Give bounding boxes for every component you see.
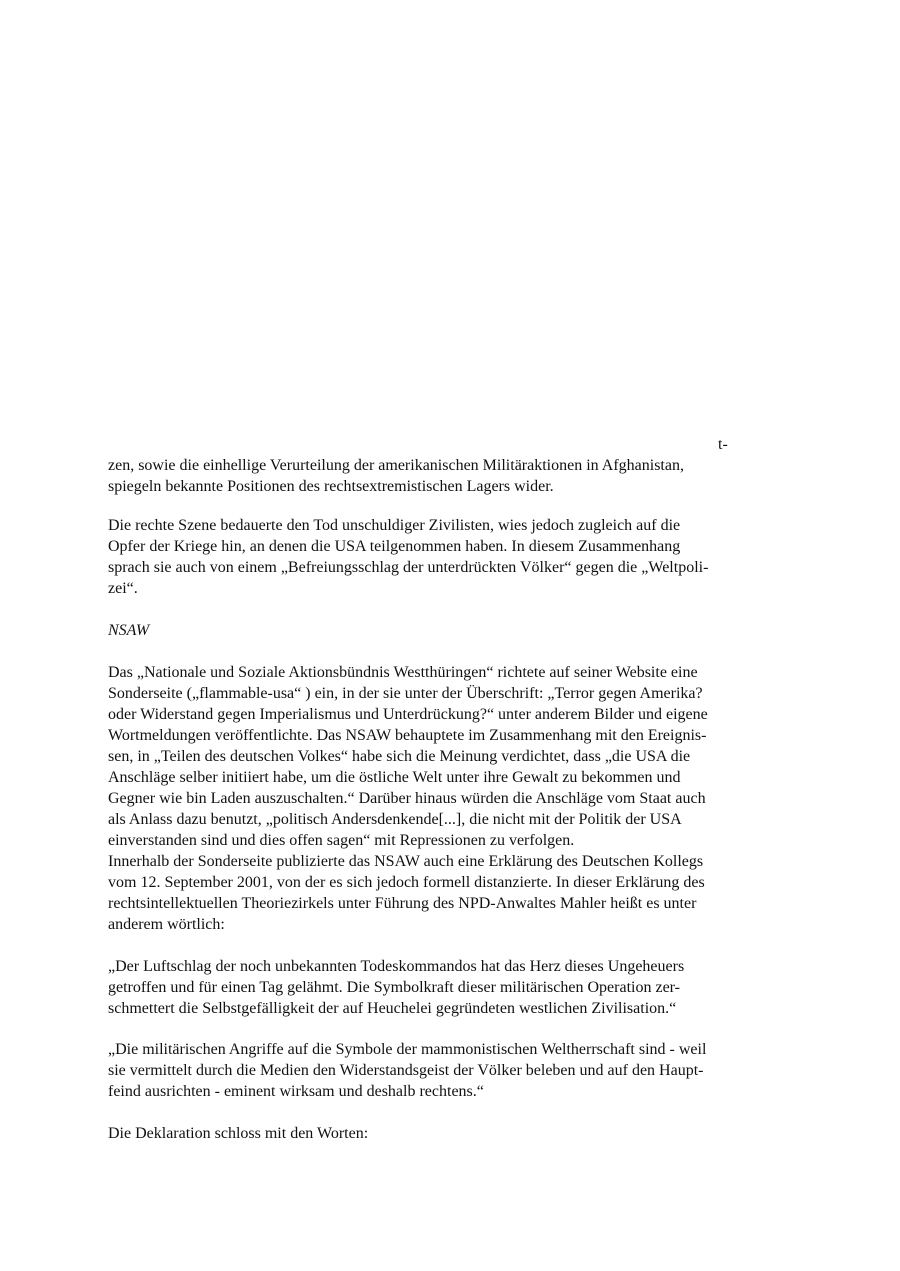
text-line: schmettert die Selbstgefälligkeit der auf Heuchelei gegründeten westlichen Zivilisation.“ xyxy=(108,1000,677,1017)
text-line: Die rechte Szene bedauerte den Tod unschuldiger Zivilisten, wies jedoch zugleich auf die xyxy=(108,517,681,534)
text-line: getroffen und für einen Tag gelähmt. Die Symbolkraft dieser militärischen Operation zer- xyxy=(108,979,680,996)
text-line: einverstanden sind und dies offen sagen“ mit Repressionen zu verfolgen. xyxy=(108,832,575,849)
text-line: Wortmeldungen veröffentlichte. Das NSAW behauptete im Zusammenhang mit den Ereignis- xyxy=(108,727,707,744)
text-line: sprach sie auch von einem „Befreiungsschlag der unterdrückten Völker“ gegen die „Weltpoli- xyxy=(108,559,709,576)
text-line: zen, sowie die einhellige Verurteilung der amerikanischen Militäraktionen in Afghanistan, xyxy=(108,457,684,474)
hyphen-fragment: t- xyxy=(718,436,728,453)
text-line: Innerhalb der Sonderseite publizierte das NSAW auch eine Erklärung des Deutschen Kollegs xyxy=(108,853,704,870)
text-line: Sonderseite („flammable-usa“ ) ein, in der sie unter der Überschrift: „Terror gegen Amerika? xyxy=(108,685,703,702)
section-heading: NSAW xyxy=(108,622,150,639)
text-line: „Die militärischen Angriffe auf die Symbole der mammonistischen Weltherrschaft sind - weil xyxy=(108,1041,707,1058)
text-line: als Anlass dazu benutzt, „politisch Andersdenkende[...], die nicht mit der Politik der USA xyxy=(108,811,682,828)
text-line: vom 12. September 2001, von der es sich jedoch formell distanzierte. In dieser Erklärung des xyxy=(108,874,705,891)
text-line: spiegeln bekannte Positionen des rechtsextremistischen Lagers wider. xyxy=(108,478,554,495)
text-line: sen, in „Teilen des deutschen Volkes“ habe sich die Meinung verdichtet, dass „die USA die xyxy=(108,748,691,765)
text-line: rechtsintellektuellen Theoriezirkels unter Führung des NPD-Anwaltes Mahler heißt es unter xyxy=(108,895,697,912)
closing-line: Die Deklaration schloss mit den Worten: xyxy=(108,1125,369,1142)
text-line: feind ausrichten - eminent wirksam und deshalb rechtens.“ xyxy=(108,1083,484,1100)
text-line: „Der Luftschlag der noch unbekannten Todeskommandos hat das Herz dieses Ungeheuers xyxy=(108,958,685,975)
text-line: zei“. xyxy=(108,580,138,597)
text-line: sie vermittelt durch die Medien den Widerstandsgeist der Völker beleben und auf den Haupt- xyxy=(108,1062,704,1079)
text-line: Das „Nationale und Soziale Aktionsbündnis Westthüringen“ richtete auf seiner Website eine xyxy=(108,664,698,681)
text-line: Opfer der Kriege hin, an denen die USA teilgenommen haben. In diesem Zusammenhang xyxy=(108,538,681,555)
text-line: Anschläge selber initiiert habe, um die östliche Welt unter ihre Gewalt zu bekommen und xyxy=(108,769,681,786)
text-line: Gegner wie bin Laden auszuschalten.“ Darüber hinaus würden die Anschläge vom Staat auch xyxy=(108,790,706,807)
text-line: anderem wörtlich: xyxy=(108,916,225,933)
text-line: oder Widerstand gegen Imperialismus und Unterdrückung?“ unter anderem Bilder und eigene xyxy=(108,706,708,723)
